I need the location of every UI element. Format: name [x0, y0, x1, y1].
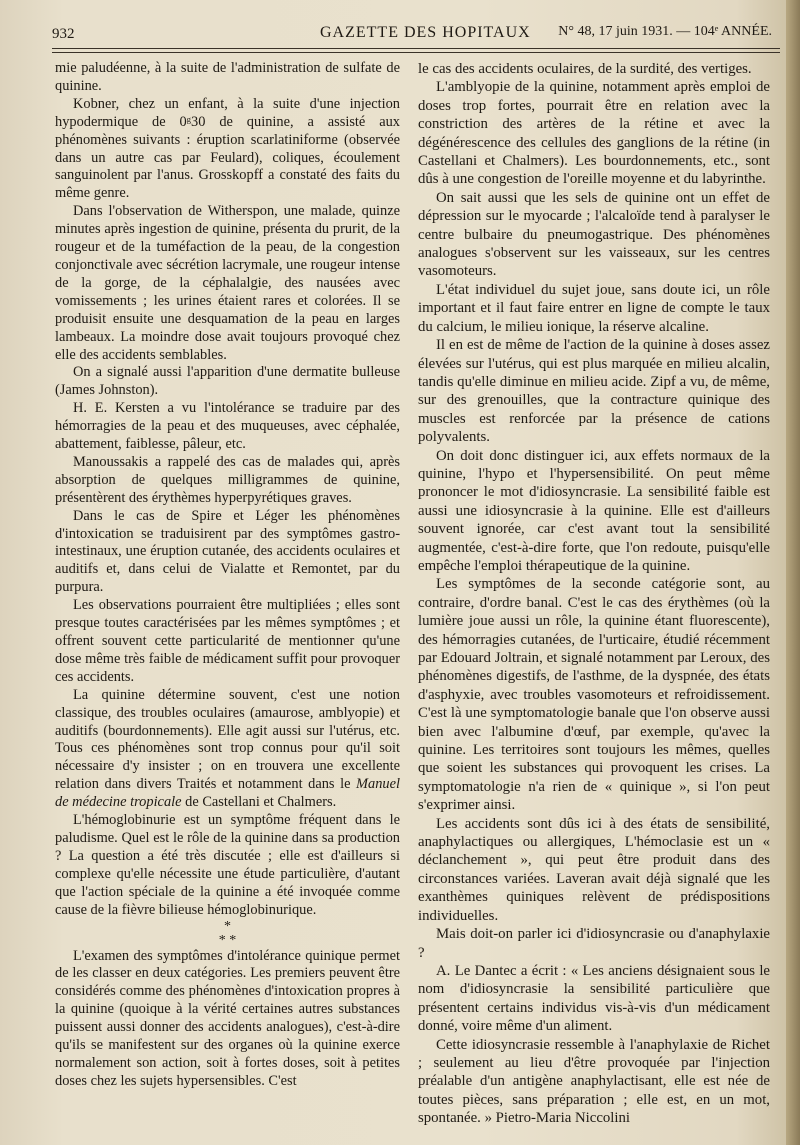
page-number: 932 — [52, 26, 75, 42]
paragraph: L'hémoglobinurie est un symptôme fréquent dans le paludisme. Quel est le rôle de la quinine dans sa production ? La question a été très discutée ; elle est d'ailleurs si complexe qu'elle nécessite une étude particulière, d'autant que l'action spéciale de la quinine a été invoquée comme cause de la fièvre bilieuse hémoglobinurique. — [55, 812, 400, 918]
paragraph: L'examen des symptômes d'intolérance quinique permet de les classer en deux catégories. Les premiers peuvent être considérés comme des phénomènes d'intoxication propres à la quinine (quoique à la vérité certaines autres substances puissent aussi donner des accidents analogues), c'est-à-dire qu'ils se manifestent sur des organes où la quinine exerce normalement son action, soit à fortes doses, soit à petites doses chez les sujets hypersensibles. C'est — [55, 947, 400, 1089]
paragraph: On sait aussi que les sels de quinine ont un effet de dépression sur le myocarde ; l'alcaloïde tend à paralyser le centre bulbaire du pneumogastrique. Des phénomènes analogues s'observent sur les vaisseaux, sur les centres vasomoteurs. — [418, 189, 770, 280]
journal-title: GAZETTE DES HOPITAUX — [320, 24, 531, 41]
paragraph — [55, 687, 400, 812]
book-title: Manuel de médecine tropicale — [55, 776, 400, 811]
issue-info: N° 48, 17 juin 1931. — 104ᵉ ANNÉE. — [558, 24, 772, 39]
paragraph: Kobner, chez un enfant, à la suite d'une injection hypodermique de 0ᵍ30 de quinine, a assisté aux phénomènes suivants : éruption scarlatiniforme (observée dans un autre cas par Feulard), coliques, écoulement sanguinolent par l'anus. Grosskopff a constaté des faits du même genre. — [55, 95, 400, 202]
paragraph: L'état individuel du sujet joue, sans doute ici, un rôle important et il faut faire entrer en ligne de compte le taux du calcium, le milieu ionique, la réserve alcaline. — [418, 281, 770, 335]
paragraph: H. E. Kersten a vu l'intolérance se traduire par des hémorragies de la peau et des muqueuses, avec céphalée, abattement, faiblesse, pâleur, etc. — [55, 400, 400, 453]
paragraph-text: La quinine détermine souvent, c'est une notion classique, des troubles oculaires (amaurose, amblyopie) et auditifs (bourdonnements). Elle agit aussi sur l'utérus, etc. Tous ces phénomènes sont trop connus pour qu'il soit nécessaire d'y insister ; on en trouvera une excellente relation dans divers Traités et notamment dans le — [55, 686, 400, 793]
paragraph: Les accidents sont dûs ici à des états de sensibilité, anaphylactiques ou allergiques, L'hémoclasie est un « déclanchement », qui peut être produit dans des circonstances variées. Laveran avait déjà signalé que les exanthèmes quiniques relèvent de prédispositions individuelles. — [418, 815, 770, 924]
right-column — [418, 60, 770, 1128]
paragraph: A. Le Dantec a écrit : « Les anciens désignaient sous le nom d'idiosyncrasie la sensibilité particulière que présentent certains individus vis-à-vis d'un médicament donné, voire même d'un aliment. — [418, 962, 770, 1035]
paragraph: Il en est de même de l'action de la quinine à doses assez élevées sur l'utérus, qui est plus marquée en milieu alcalin, tandis qu'elle diminue en milieu acide. Zipf a vu, de même, sur des grenouilles, que la contracture quinique des muscles est renforcée par la présence de cations polyvalents. — [418, 337, 770, 446]
page-header — [52, 18, 782, 44]
paragraph: Dans l'observation de Witherspon, une malade, quinze minutes après ingestion de quinine, présenta du prurit, de la rougeur et de la tuméfaction de la peau, de la congestion conjonctivale avec sécrétion lacrymale, une rougeur intense de la gorge, de la céphalalgie, des nausées avec vomissements ; les urines étaient rares et colorées. Il se produisit ensuite une desquamation de la peau en larges lambeaux. La moindre dose avait toujours provoqué chez elle des accidents semblables. — [55, 203, 400, 363]
paragraph: On doit donc distinguer ici, aux effets normaux de la quinine, l'hypo et l'hypersensibilité. On peut même prononcer le mot d'idiosyncrasie. La sensibilité faible est aussi une idiosyncrasie à la quinine. Elle est d'ailleurs souvent ignorée, car c'est avant tout la sensibilité augmentée, c'est-à-dire forte, que l'on redoute, puisqu'elle empêche l'emploi thérapeutique de la quinine. — [418, 447, 770, 574]
paragraph: Les observations pourraient être multipliées ; elles sont presque toutes caractérisées par les mêmes symptômes ; et offrent souvent cette particularité de mentionner qu'une dose même très faible de médicament suffit pour provoquer ces accidents. — [55, 597, 400, 685]
paragraph: Les symptômes de la seconde catégorie sont, au contraire, d'ordre banal. C'est le cas des érythèmes (où la lumière joue aussi un rôle, la quinine étant fluorescente), des hémorragies cutanées, de l'urticaire, étudié récemment par Edouard Joltrain, et signalé notamment par Leroux, des phénomènes digestifs, de l'asthme, de la dyspnée, des états d'asphyxie, avec troubles vasomoteurs et refroidissement. C'est là une symptomatologie banale que l'on observe aussi bien avec l'albumine d'œuf, par exemple, qu'avec la quinine. Les territoires sont toujours les mêmes, quelles que soient les substances qui provoquent les crises. La symptomatologie n'a rien de « quinique », si l'on peut s'exprimer ainsi. — [418, 576, 770, 814]
left-column — [55, 60, 400, 1091]
paragraph: Dans le cas de Spire et Léger les phénomènes d'intoxication se traduisirent par des symptômes gastro-intestinaux, une éruption cutanée, des accidents oculaires et auditifs et, dans celui de Vialatte et Remontet, par du purpura. — [55, 507, 400, 596]
paragraph: On a signalé aussi l'apparition d'une dermatite bulleuse (James Johnston). — [55, 364, 400, 399]
paragraph: Cette idiosyncrasie ressemble à l'anaphylaxie de Richet ; seulement au lieu d'être provoquée par l'injection préalable d'un antigène anaphylactisant, elle est née de toutes pièces, sans préparation ; elle est, en un mot, spontanée. » Pietro-Maria Niccolini — [418, 1036, 770, 1127]
paragraph-text: de Castellani et Chalmers. — [185, 794, 337, 811]
paragraph: L'amblyopie de la quinine, notamment après emploi de doses trop fortes, pourrait être en relation avec la constriction des artères de la rétine et avec la dégénérescence des cellules des ganglions de la rétine (in Castellani et Chalmers). Les bourdonnements, etc., sont dûs à une congestion de l'oreille moyenne et du labyrinthe. — [418, 79, 770, 188]
section-separator: * * * — [218, 918, 237, 948]
paragraph: le cas des accidents oculaires, de la surdité, des vertiges. — [418, 61, 752, 77]
binding-edge — [786, 0, 800, 1145]
paragraph: mie paludéenne, à la suite de l'administration de sulfate de quinine. — [55, 60, 400, 94]
paragraph: Manoussakis a rappelé des cas de malades qui, après absorption de quelques milligrammes de quinine, présentèrent des érythèmes hyperpyrétiques graves. — [55, 453, 400, 506]
header-rule — [52, 48, 780, 53]
paragraph: Mais doit-on parler ici d'idiosyncrasie ou d'anaphylaxie ? — [418, 926, 770, 961]
